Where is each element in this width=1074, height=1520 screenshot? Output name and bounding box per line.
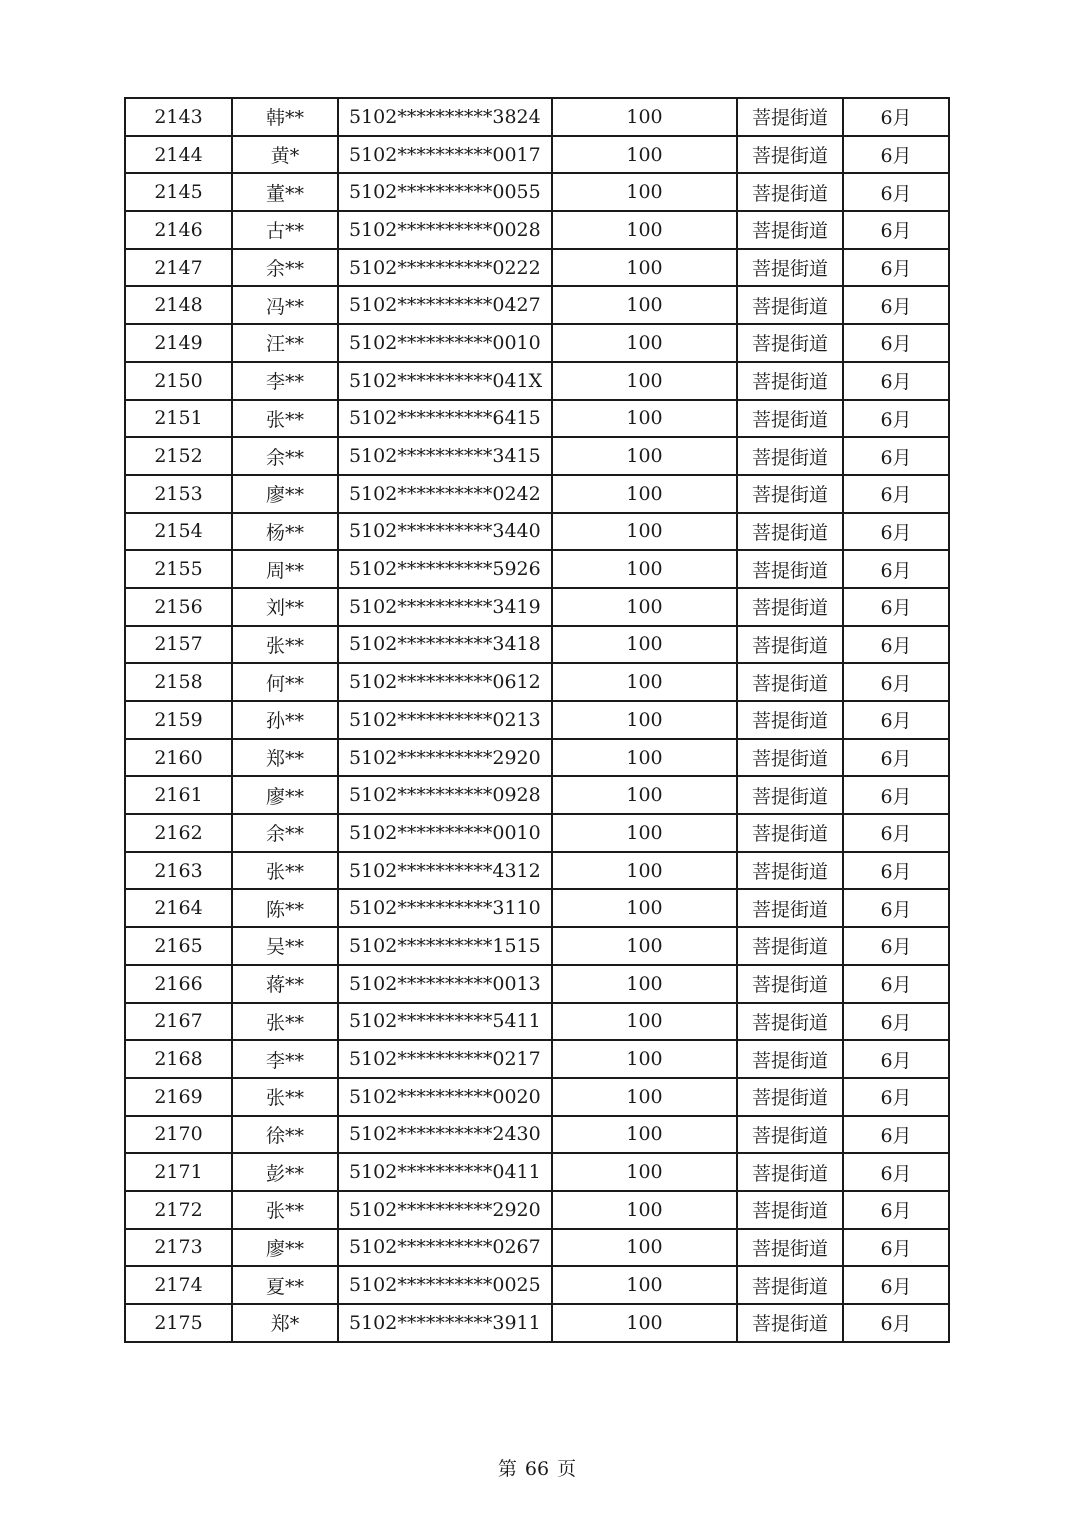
subdistrict-cell: 菩提街道 [737, 550, 843, 588]
subdistrict-cell: 菩提街道 [737, 1003, 843, 1041]
subdistrict-cell: 菩提街道 [737, 249, 843, 287]
page-number: 66 [524, 1458, 550, 1480]
amount-cell: 100 [552, 513, 737, 551]
subdistrict-cell: 菩提街道 [737, 1191, 843, 1229]
month-cell: 6月 [843, 437, 949, 475]
month-cell: 6月 [843, 663, 949, 701]
name-cell: 古** [232, 211, 338, 249]
id-number-cell: 5102**********1515 [338, 927, 552, 965]
name-cell: 冯** [232, 286, 338, 324]
table-row [125, 927, 949, 965]
subdistrict-cell: 菩提街道 [737, 776, 843, 814]
serial-number-cell: 2157 [125, 626, 232, 664]
month-cell: 6月 [843, 550, 949, 588]
amount-cell: 100 [552, 1116, 737, 1154]
table-row [125, 1003, 949, 1041]
footer-suffix: 页 [557, 1458, 577, 1480]
subdistrict-cell: 菩提街道 [737, 852, 843, 890]
name-cell: 彭** [232, 1153, 338, 1191]
table-row [125, 889, 949, 927]
subdistrict-cell: 菩提街道 [737, 739, 843, 777]
name-cell: 张** [232, 1003, 338, 1041]
amount-cell: 100 [552, 1003, 737, 1041]
amount-cell: 100 [552, 776, 737, 814]
name-cell: 张** [232, 1078, 338, 1116]
serial-number-cell: 2160 [125, 739, 232, 777]
subdistrict-cell: 菩提街道 [737, 965, 843, 1003]
subdistrict-cell: 菩提街道 [737, 1153, 843, 1191]
name-cell: 郑** [232, 739, 338, 777]
name-cell: 余** [232, 814, 338, 852]
month-cell: 6月 [843, 513, 949, 551]
table-row [125, 1153, 949, 1191]
subdistrict-cell: 菩提街道 [737, 814, 843, 852]
subdistrict-cell: 菩提街道 [737, 701, 843, 739]
serial-number-cell: 2145 [125, 173, 232, 211]
subdistrict-cell: 菩提街道 [737, 98, 843, 136]
subdistrict-cell: 菩提街道 [737, 1266, 843, 1304]
name-cell: 余** [232, 437, 338, 475]
table-row [125, 626, 949, 664]
name-cell: 夏** [232, 1266, 338, 1304]
id-number-cell: 5102**********0267 [338, 1229, 552, 1267]
amount-cell: 100 [552, 173, 737, 211]
table-row [125, 400, 949, 438]
month-cell: 6月 [843, 98, 949, 136]
id-number-cell: 5102**********5411 [338, 1003, 552, 1041]
amount-cell: 100 [552, 626, 737, 664]
table-row [125, 249, 949, 287]
name-cell: 吴** [232, 927, 338, 965]
id-number-cell: 5102**********0213 [338, 701, 552, 739]
amount-cell: 100 [552, 701, 737, 739]
month-cell: 6月 [843, 1304, 949, 1342]
serial-number-cell: 2143 [125, 98, 232, 136]
serial-number-cell: 2152 [125, 437, 232, 475]
name-cell: 李** [232, 1040, 338, 1078]
id-number-cell: 5102**********0010 [338, 814, 552, 852]
id-number-cell: 5102**********2920 [338, 739, 552, 777]
name-cell: 杨** [232, 513, 338, 551]
amount-cell: 100 [552, 814, 737, 852]
table-row [125, 739, 949, 777]
id-number-cell: 5102**********6415 [338, 400, 552, 438]
id-number-cell: 5102**********0928 [338, 776, 552, 814]
id-number-cell: 5102**********0017 [338, 136, 552, 174]
id-number-cell: 5102**********3440 [338, 513, 552, 551]
table-row [125, 136, 949, 174]
id-number-cell: 5102**********0612 [338, 663, 552, 701]
subdistrict-cell: 菩提街道 [737, 211, 843, 249]
serial-number-cell: 2154 [125, 513, 232, 551]
name-cell: 张** [232, 400, 338, 438]
subdistrict-cell: 菩提街道 [737, 362, 843, 400]
amount-cell: 100 [552, 211, 737, 249]
serial-number-cell: 2158 [125, 663, 232, 701]
id-number-cell: 5102**********0222 [338, 249, 552, 287]
serial-number-cell: 2162 [125, 814, 232, 852]
table-row [125, 663, 949, 701]
amount-cell: 100 [552, 1153, 737, 1191]
name-cell: 余** [232, 249, 338, 287]
name-cell: 陈** [232, 889, 338, 927]
subdistrict-cell: 菩提街道 [737, 173, 843, 211]
month-cell: 6月 [843, 814, 949, 852]
subdistrict-cell: 菩提街道 [737, 927, 843, 965]
month-cell: 6月 [843, 475, 949, 513]
table-row [125, 1229, 949, 1267]
id-number-cell: 5102**********041X [338, 362, 552, 400]
name-cell: 何** [232, 663, 338, 701]
subdistrict-cell: 菩提街道 [737, 324, 843, 362]
table-row [125, 1040, 949, 1078]
name-cell: 韩** [232, 98, 338, 136]
month-cell: 6月 [843, 739, 949, 777]
amount-cell: 100 [552, 249, 737, 287]
amount-cell: 100 [552, 1191, 737, 1229]
id-number-cell: 5102**********0020 [338, 1078, 552, 1116]
amount-cell: 100 [552, 437, 737, 475]
month-cell: 6月 [843, 1229, 949, 1267]
serial-number-cell: 2174 [125, 1266, 232, 1304]
name-cell: 张** [232, 626, 338, 664]
month-cell: 6月 [843, 362, 949, 400]
amount-cell: 100 [552, 1078, 737, 1116]
serial-number-cell: 2153 [125, 475, 232, 513]
subdistrict-cell: 菩提街道 [737, 286, 843, 324]
table-body [125, 98, 949, 1342]
month-cell: 6月 [843, 1191, 949, 1229]
month-cell: 6月 [843, 1266, 949, 1304]
month-cell: 6月 [843, 588, 949, 626]
serial-number-cell: 2166 [125, 965, 232, 1003]
id-number-cell: 5102**********3824 [338, 98, 552, 136]
name-cell: 孙** [232, 701, 338, 739]
name-cell: 李** [232, 362, 338, 400]
serial-number-cell: 2167 [125, 1003, 232, 1041]
amount-cell: 100 [552, 588, 737, 626]
table-row [125, 1266, 949, 1304]
serial-number-cell: 2147 [125, 249, 232, 287]
amount-cell: 100 [552, 1266, 737, 1304]
subdistrict-cell: 菩提街道 [737, 663, 843, 701]
id-number-cell: 5102**********0411 [338, 1153, 552, 1191]
subdistrict-cell: 菩提街道 [737, 136, 843, 174]
subdistrict-cell: 菩提街道 [737, 889, 843, 927]
table-row [125, 1078, 949, 1116]
id-number-cell: 5102**********4312 [338, 852, 552, 890]
table-row [125, 701, 949, 739]
id-number-cell: 5102**********3415 [338, 437, 552, 475]
table-row [125, 211, 949, 249]
month-cell: 6月 [843, 1116, 949, 1154]
amount-cell: 100 [552, 400, 737, 438]
month-cell: 6月 [843, 1153, 949, 1191]
name-cell: 张** [232, 1191, 338, 1229]
id-number-cell: 5102**********3911 [338, 1304, 552, 1342]
id-number-cell: 5102**********2430 [338, 1116, 552, 1154]
id-number-cell: 5102**********3419 [338, 588, 552, 626]
subdistrict-cell: 菩提街道 [737, 1078, 843, 1116]
id-number-cell: 5102**********0025 [338, 1266, 552, 1304]
name-cell: 周** [232, 550, 338, 588]
subdistrict-cell: 菩提街道 [737, 1040, 843, 1078]
table-row [125, 550, 949, 588]
serial-number-cell: 2171 [125, 1153, 232, 1191]
amount-cell: 100 [552, 1304, 737, 1342]
table-row [125, 173, 949, 211]
table-row [125, 475, 949, 513]
table-row [125, 324, 949, 362]
subdistrict-cell: 菩提街道 [737, 626, 843, 664]
table-row [125, 362, 949, 400]
table-row [125, 437, 949, 475]
table-row [125, 1191, 949, 1229]
serial-number-cell: 2165 [125, 927, 232, 965]
id-number-cell: 5102**********0028 [338, 211, 552, 249]
amount-cell: 100 [552, 852, 737, 890]
name-cell: 蒋** [232, 965, 338, 1003]
month-cell: 6月 [843, 701, 949, 739]
serial-number-cell: 2151 [125, 400, 232, 438]
serial-number-cell: 2169 [125, 1078, 232, 1116]
name-cell: 刘** [232, 588, 338, 626]
id-number-cell: 5102**********0010 [338, 324, 552, 362]
amount-cell: 100 [552, 1040, 737, 1078]
serial-number-cell: 2164 [125, 889, 232, 927]
amount-cell: 100 [552, 324, 737, 362]
name-cell: 廖** [232, 475, 338, 513]
month-cell: 6月 [843, 249, 949, 287]
table-row [125, 98, 949, 136]
table-row [125, 1116, 949, 1154]
table-row [125, 852, 949, 890]
month-cell: 6月 [843, 211, 949, 249]
month-cell: 6月 [843, 1078, 949, 1116]
name-cell: 徐** [232, 1116, 338, 1154]
amount-cell: 100 [552, 739, 737, 777]
serial-number-cell: 2172 [125, 1191, 232, 1229]
amount-cell: 100 [552, 889, 737, 927]
id-number-cell: 5102**********0217 [338, 1040, 552, 1078]
table-row [125, 513, 949, 551]
month-cell: 6月 [843, 776, 949, 814]
serial-number-cell: 2161 [125, 776, 232, 814]
name-cell: 廖** [232, 776, 338, 814]
serial-number-cell: 2168 [125, 1040, 232, 1078]
table-row [125, 588, 949, 626]
subdistrict-cell: 菩提街道 [737, 1304, 843, 1342]
data-table [124, 97, 950, 1343]
month-cell: 6月 [843, 136, 949, 174]
serial-number-cell: 2155 [125, 550, 232, 588]
amount-cell: 100 [552, 965, 737, 1003]
amount-cell: 100 [552, 98, 737, 136]
table-row [125, 1304, 949, 1342]
subdistrict-cell: 菩提街道 [737, 437, 843, 475]
table-row [125, 814, 949, 852]
name-cell: 董** [232, 173, 338, 211]
name-cell: 汪** [232, 324, 338, 362]
footer-prefix: 第 [497, 1458, 517, 1480]
subdistrict-cell: 菩提街道 [737, 588, 843, 626]
serial-number-cell: 2159 [125, 701, 232, 739]
serial-number-cell: 2163 [125, 852, 232, 890]
name-cell: 黄* [232, 136, 338, 174]
id-number-cell: 5102**********3110 [338, 889, 552, 927]
month-cell: 6月 [843, 965, 949, 1003]
name-cell: 张** [232, 852, 338, 890]
subdistrict-cell: 菩提街道 [737, 475, 843, 513]
id-number-cell: 5102**********0055 [338, 173, 552, 211]
table-row [125, 286, 949, 324]
id-number-cell: 5102**********0427 [338, 286, 552, 324]
month-cell: 6月 [843, 400, 949, 438]
month-cell: 6月 [843, 173, 949, 211]
serial-number-cell: 2173 [125, 1229, 232, 1267]
amount-cell: 100 [552, 362, 737, 400]
amount-cell: 100 [552, 1229, 737, 1267]
amount-cell: 100 [552, 136, 737, 174]
subdistrict-cell: 菩提街道 [737, 1116, 843, 1154]
amount-cell: 100 [552, 927, 737, 965]
month-cell: 6月 [843, 1040, 949, 1078]
amount-cell: 100 [552, 550, 737, 588]
subdistrict-cell: 菩提街道 [737, 513, 843, 551]
month-cell: 6月 [843, 626, 949, 664]
month-cell: 6月 [843, 286, 949, 324]
month-cell: 6月 [843, 852, 949, 890]
table-row [125, 776, 949, 814]
month-cell: 6月 [843, 889, 949, 927]
name-cell: 廖** [232, 1229, 338, 1267]
month-cell: 6月 [843, 927, 949, 965]
amount-cell: 100 [552, 286, 737, 324]
amount-cell: 100 [552, 475, 737, 513]
serial-number-cell: 2146 [125, 211, 232, 249]
month-cell: 6月 [843, 324, 949, 362]
id-number-cell: 5102**********3418 [338, 626, 552, 664]
serial-number-cell: 2144 [125, 136, 232, 174]
id-number-cell: 5102**********0013 [338, 965, 552, 1003]
subdistrict-cell: 菩提街道 [737, 400, 843, 438]
subdistrict-cell: 菩提街道 [737, 1229, 843, 1267]
page-footer [0, 1454, 1074, 1481]
name-cell: 郑* [232, 1304, 338, 1342]
serial-number-cell: 2175 [125, 1304, 232, 1342]
id-number-cell: 5102**********5926 [338, 550, 552, 588]
id-number-cell: 5102**********2920 [338, 1191, 552, 1229]
table-row [125, 965, 949, 1003]
serial-number-cell: 2149 [125, 324, 232, 362]
amount-cell: 100 [552, 663, 737, 701]
serial-number-cell: 2156 [125, 588, 232, 626]
serial-number-cell: 2170 [125, 1116, 232, 1154]
id-number-cell: 5102**********0242 [338, 475, 552, 513]
serial-number-cell: 2148 [125, 286, 232, 324]
month-cell: 6月 [843, 1003, 949, 1041]
serial-number-cell: 2150 [125, 362, 232, 400]
